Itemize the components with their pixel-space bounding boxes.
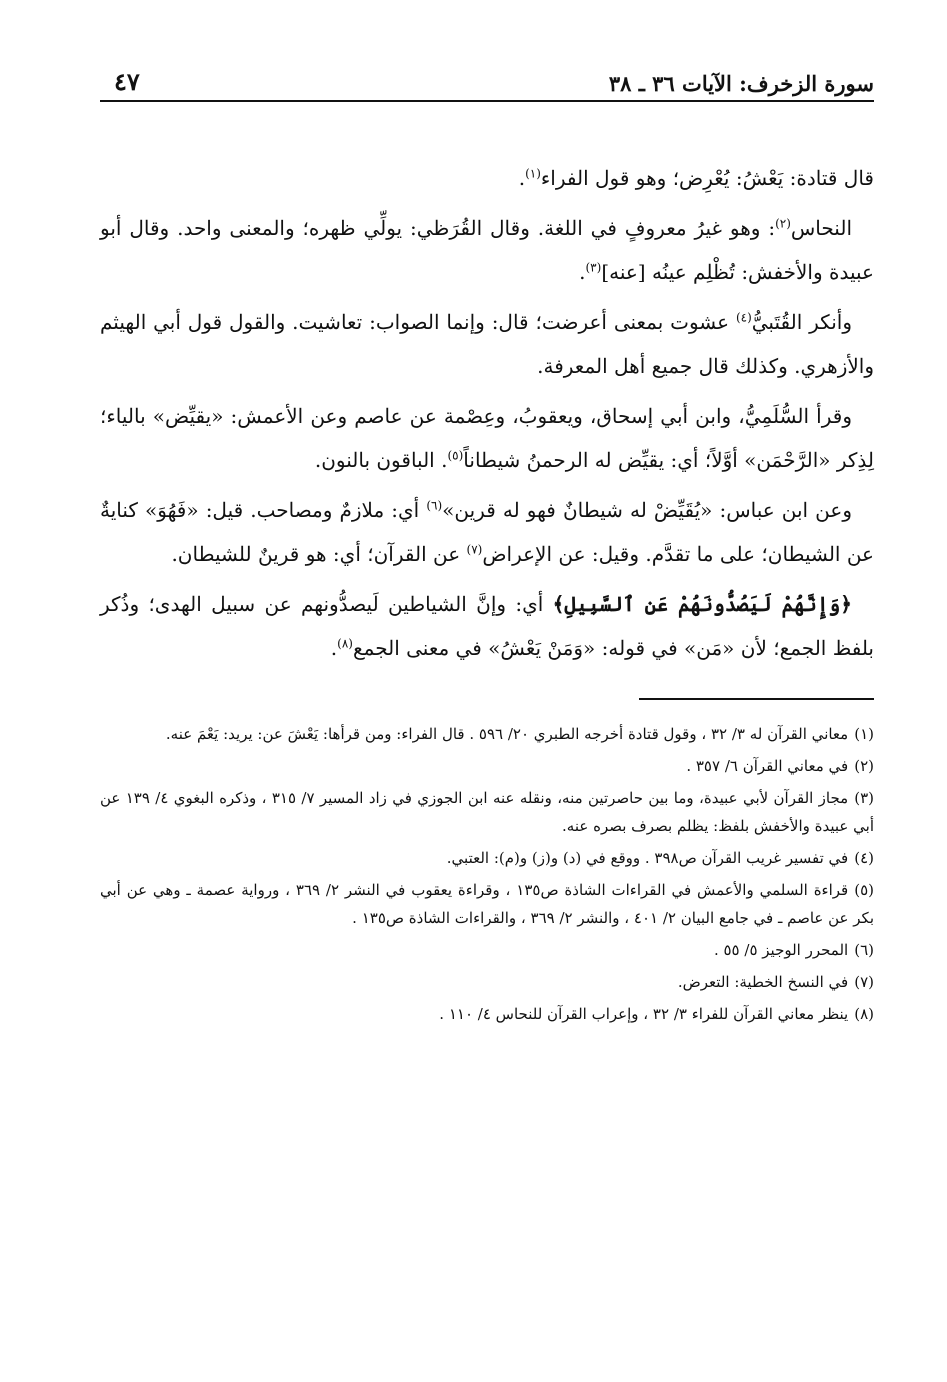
paragraph-qiraat: وقرأ السُّلَمِيُّ، وابن أبي إسحاق، ويعقوبُ، وعِصْمة عن عاصم وعن الأعمش: «يقيِّض» بالياء؛ لِذِكر «الرَّحْمَن» أوَّلاً؛ أي: يقيِّض له الرحمنُ شيطاناً$^{(٥)}$. الباقون بالنون.	[100, 404, 874, 472]
footnote-1: (١)معاني القرآن له ٣/ ٣٢ ، وقول قتادة أخرجه الطبري ٢٠/ ٥٩٦ . قال الفراء: ومن قرأها: يَعْشَ عن: يريد: يَعْمَ عنه.	[165, 725, 874, 743]
footnote-ref: (١)	[525, 166, 541, 181]
paragraph-qutabi: وأنكر القُتَبيُّ$^{(٤)}$ عشوت بمعنى أعرضت؛ قال: وإنما الصواب: تعاشيت. والقول قول أبي الهيثم والأزهري. وكذلك قال جميع أهل المعرفة.	[100, 310, 874, 378]
paragraph-nahhas: النحاس$^{(٢)}$: وهو غيرُ معروفٍ في اللغة. وقال القُرَظي: يولِّي ظهره؛ والمعنى واحد. وقال أبو عبيدة والأخفش: تُظْلِم عينُه [عنه]$^{(٣)}$.	[100, 216, 874, 284]
footnote-ref: (٦)	[426, 498, 443, 513]
main-text	[100, 156, 874, 670]
footnote-5: (٥)قراءة السلمي والأعمش في القراءات الشاذة ص١٣٥ ، وقراءة يعقوب في النشر ٢/ ٣٦٩ ، ورواية عصمة ـ وهي عن أبي بكر عن عاصم ـ في جامع البيان ٢/ ٤٠١ ، والنشر ٢/ ٣٦٩ ، والقراءات الشاذة ص١٣٥ .	[100, 881, 874, 927]
page-header	[100, 58, 874, 102]
footnotes	[100, 720, 874, 1028]
page-number: ٤٧	[114, 67, 140, 96]
footnote-separator	[639, 698, 874, 700]
footnote-3: (٣)مجاز القرآن لأبي عبيدة، وما بين حاصرتين منه، ونقله عنه ابن الجوزي في زاد المسير ٧/ ٣١٥ ، وذكره البغوي ٤/ ١٣٩ عن أبي عبيدة والأخفش بلفظ: يظلم بصرف بصره عنه.	[100, 789, 874, 835]
paragraph-verse: ﴿وَإِنَّهُمْ لَيَصُدُّونَهُمْ عَنِ ٱلسَّبِيلِ﴾ أي: وإنَّ الشياطين لَيصدُّونهم عن سبيل الهدى؛ وذُكر بلفظ الجمع؛ لأن «مَن» في قوله: «وَمَنْ يَعْشُ» في معنى الجمع$^{(٨)}$.	[100, 592, 874, 660]
footnote-ref: (٨)	[337, 636, 353, 651]
footnote-4: (٤)في تفسير غريب القرآن ص٣٩٨ . ووقع في (د) و(ز) و(م): العتبي.	[446, 849, 874, 867]
footnote-ref: (٢)	[775, 216, 791, 231]
footnote-ref: (٤)	[735, 310, 752, 325]
running-title: سورة الزخرف: الآيات ٣٦ ـ ٣٨	[608, 71, 874, 96]
footnote-7: (٧)في النسخ الخطية: التعرض.	[677, 973, 874, 991]
book-page	[100, 58, 874, 1348]
paragraph-ibn-abbas: وعن ابن عباس: «يُقَيِّضْ له شيطانٌ فهو له قرين»$^{(٦)}$ أي: ملازمٌ ومصاحب. قيل: «فَهُوَ» كنايةٌ عن الشيطان؛ على ما تقدَّم. وقيل: عن الإعراض$^{(٧)}$ عن القرآن؛ أي: هو قرينٌ للشيطان.	[100, 498, 874, 566]
footnote-6: (٦)المحرر الوجيز ٥/ ٥٥ .	[713, 941, 874, 959]
footnote-ref: (٥)	[447, 448, 464, 463]
footnote-ref: (٧)	[466, 542, 483, 557]
footnote-ref: (٣)	[585, 260, 602, 275]
quran-verse: ﴿وَإِنَّهُمْ لَيَصُدُّونَهُمْ عَنِ ٱلسَّبِيلِ﴾	[552, 592, 852, 616]
footnote-2: (٢)في معاني القرآن ٦/ ٣٥٧ .	[686, 757, 874, 775]
footnote-8: (٨)ينظر معاني القرآن للفراء ٣/ ٣٢ ، وإعراب القرآن للنحاس ٤/ ١١٠ .	[439, 1005, 874, 1023]
paragraph-qatada: قال قتادة: يَعْشُ: يُعْرِض؛ وهو قول الفراء$^{(١)}$.	[518, 166, 874, 190]
